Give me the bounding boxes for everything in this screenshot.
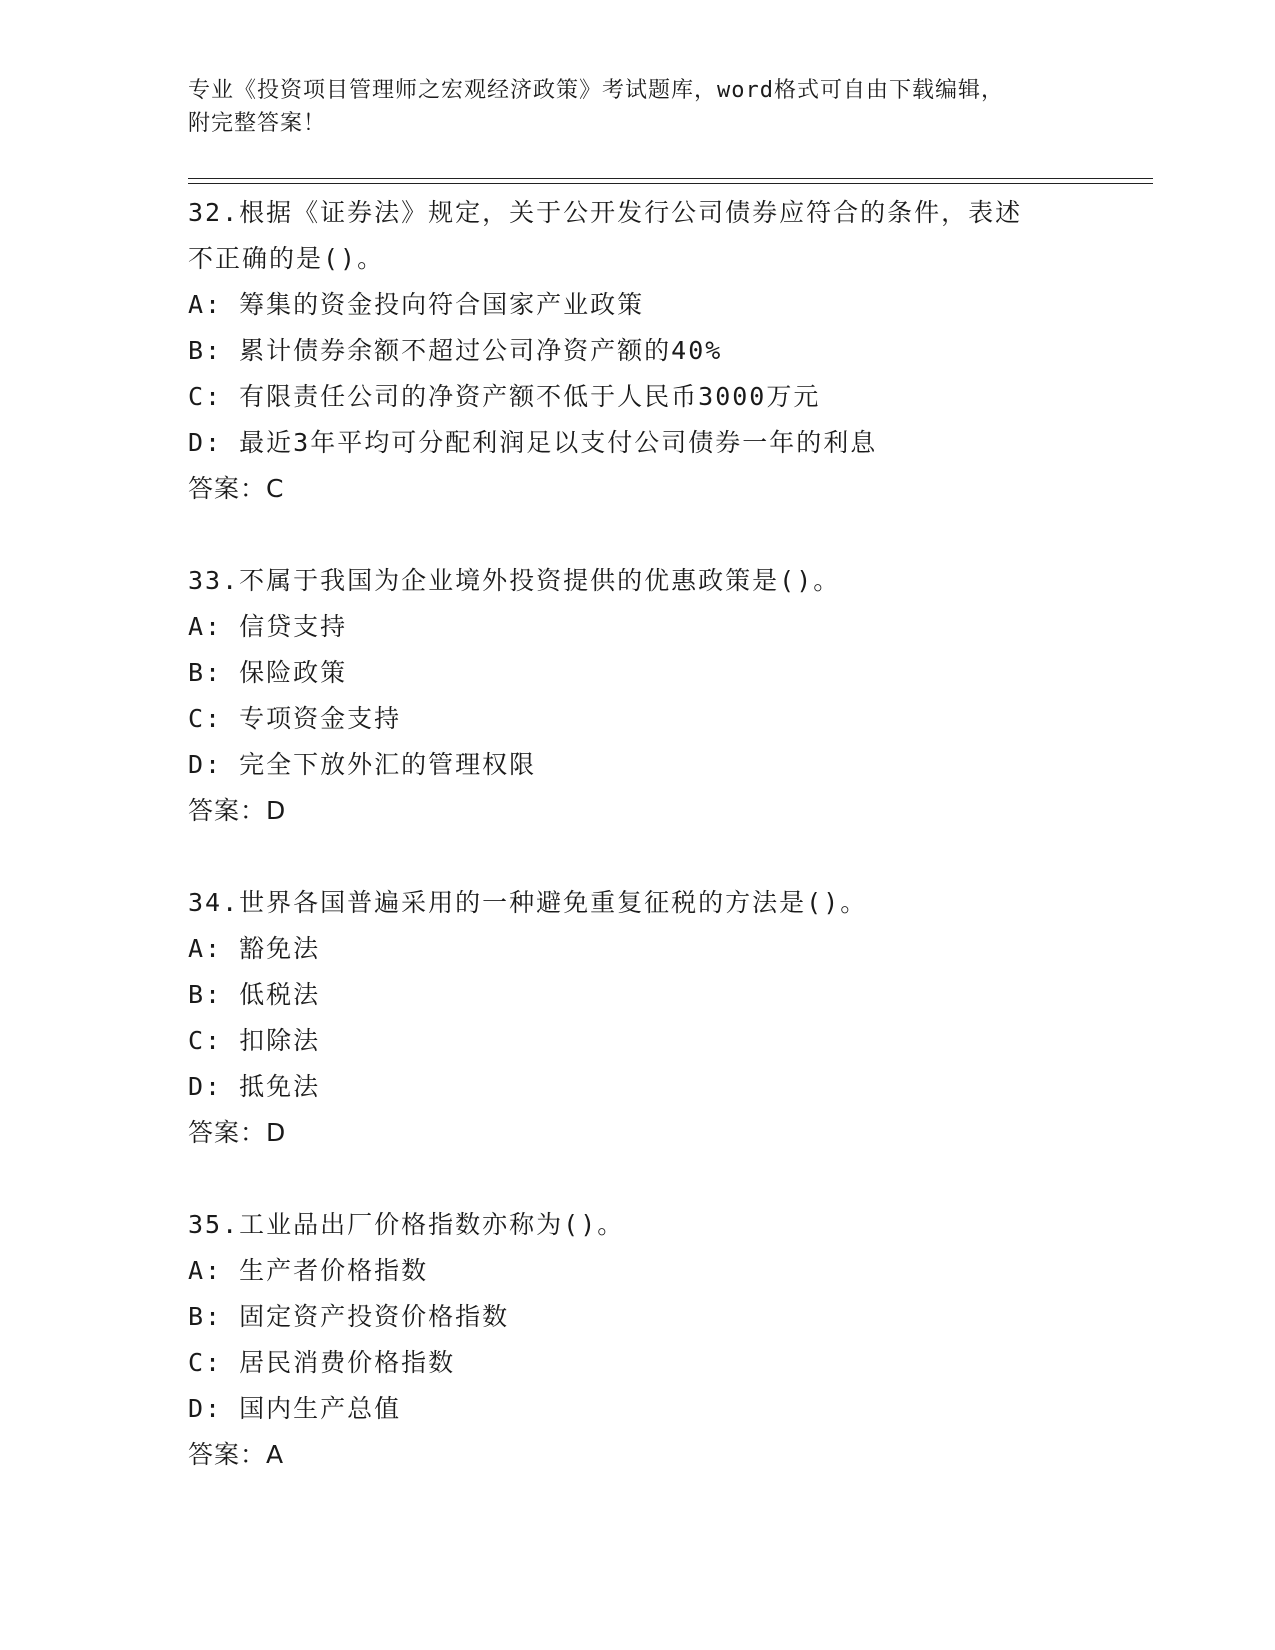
option-d: D: 抵免法	[188, 1072, 321, 1101]
option-a: A: 豁免法	[188, 934, 321, 963]
answer: 答案：C	[188, 474, 285, 503]
option-c: C: 专项资金支持	[188, 704, 402, 733]
option-c: C: 有限责任公司的净资产额不低于人民币3000万元	[188, 382, 821, 411]
question-35	[188, 1202, 1128, 1478]
option-d: D: 完全下放外汇的管理权限	[188, 750, 537, 779]
option-b: B: 低税法	[188, 980, 321, 1009]
answer: 答案：A	[188, 1440, 285, 1469]
question-stem-continued: 不正确的是()。	[188, 244, 385, 273]
header-line-2: 附完整答案！	[188, 111, 327, 136]
question-stem: 34.世界各国普遍采用的一种避免重复征税的方法是()。	[188, 888, 868, 917]
option-b: B: 固定资产投资价格指数	[188, 1302, 510, 1331]
question-32	[188, 190, 1128, 512]
document-header	[188, 74, 1088, 140]
option-a: A: 信贷支持	[188, 612, 348, 641]
option-a: A: 筹集的资金投向符合国家产业政策	[188, 290, 645, 319]
question-stem: 33.不属于我国为企业境外投资提供的优惠政策是()。	[188, 566, 841, 595]
header-divider-bottom	[188, 183, 1153, 184]
question-33	[188, 558, 1128, 834]
option-d: D: 最近3年平均可分配利润足以支付公司债券一年的利息	[188, 428, 878, 457]
answer: 答案：D	[188, 796, 287, 825]
option-b: B: 保险政策	[188, 658, 348, 687]
question-list	[188, 190, 1128, 1524]
question-34	[188, 880, 1128, 1156]
answer: 答案：D	[188, 1118, 287, 1147]
question-stem: 35.工业品出厂价格指数亦称为()。	[188, 1210, 625, 1239]
option-d: D: 国内生产总值	[188, 1394, 402, 1423]
option-a: A: 生产者价格指数	[188, 1256, 429, 1285]
option-b: B: 累计债券余额不超过公司净资产额的40%	[188, 336, 723, 365]
option-c: C: 扣除法	[188, 1026, 321, 1055]
header-line-1: 专业《投资项目管理师之宏观经济政策》考试题库，word格式可自由下载编辑，	[188, 78, 1004, 103]
option-c: C: 居民消费价格指数	[188, 1348, 456, 1377]
header-divider-top	[188, 178, 1153, 179]
question-stem: 32.根据《证券法》规定，关于公开发行公司债券应符合的条件，表述	[188, 198, 1023, 227]
